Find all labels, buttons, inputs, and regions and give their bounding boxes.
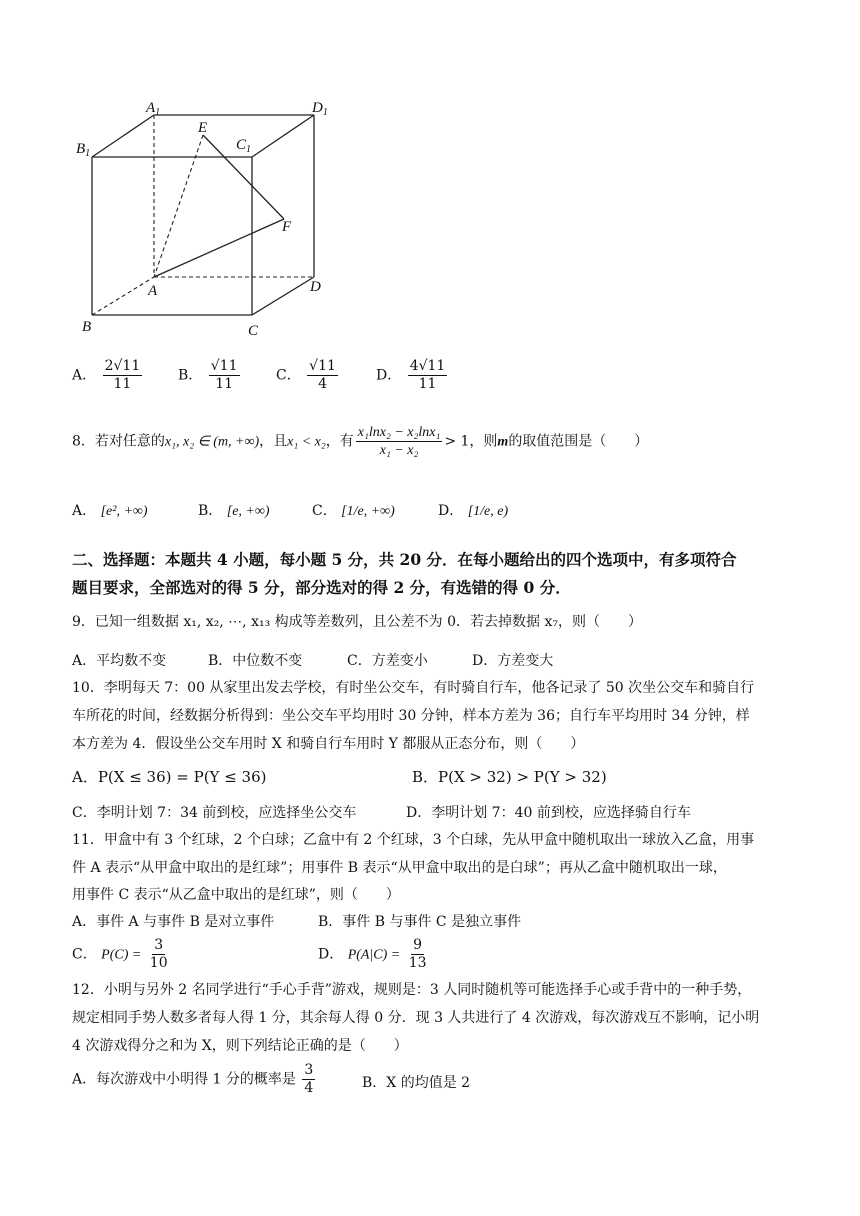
q11-stem-line3: 用事件 C 表示“从乙盒中取出的是红球”，则（ ）: [72, 887, 400, 903]
q8-option-c-label: C．: [312, 503, 337, 519]
edge-ba: [92, 277, 154, 315]
q12-stem-line3: 4 次游戏得分之和为 X，则下列结论正确的是（ ）: [72, 1038, 408, 1054]
q7-option-b-value: $\frac{√11}{11}$: [210, 358, 238, 392]
q11-option-d[interactable]: [318, 937, 431, 972]
section2-heading-line2: 题目要求，全部选对的得 5 分，部分选对的得 2 分，有选错的得 0 分．: [72, 578, 571, 597]
section2-heading-line1: 二、选择题：本题共 4 小题，每小题 5 分，共 20 分．在每小题给出的四个选项中，有多项符合: [72, 550, 737, 569]
q9-option-c[interactable]: C．方差变小: [347, 653, 428, 669]
q9-option-b[interactable]: B．中位数不变: [208, 653, 303, 669]
q10-option-a[interactable]: A．P(X ≤ 36) = P(Y ≤ 36): [72, 768, 267, 786]
q8-option-b[interactable]: [198, 500, 270, 520]
q11-option-c-label: C．: [72, 946, 97, 963]
q11-option-d-label: D．: [318, 946, 344, 963]
q8-option-a-label: A．: [72, 503, 97, 519]
label-b: B: [82, 319, 92, 335]
q7-option-a-value: $\frac{2√11}{11}$: [104, 358, 141, 392]
q12-option-a-value: $\frac{3}{4}$: [304, 1062, 314, 1096]
label-a: A: [148, 283, 158, 299]
q10-stem-line1: 10．李明每天 7：00 从家里出发去学校，有时坐公交车，有时骑自行车，他各记录了 50 次坐公交车和骑自行: [72, 680, 755, 696]
q10-option-c[interactable]: C．李明计划 7：34 前到校，应选择坐公交车: [72, 805, 357, 821]
q8-option-d-value: [1/e, e): [467, 504, 509, 519]
q12-stem-line2: 规定相同手势人数多者每人得 1 分，其余每人得 0 分．现 3 人共进行了 4 次游戏，每次游戏互不影响，记小明: [72, 1010, 760, 1026]
q7-option-b-label: B．: [178, 367, 203, 384]
cube-figure: [70, 95, 340, 345]
label-e: E: [198, 120, 208, 136]
label-c1: $C_1$: [236, 137, 252, 155]
q8-option-d[interactable]: [438, 500, 508, 520]
q8-option-a-value: [e², +∞): [100, 504, 148, 519]
q7-option-a-label: A．: [72, 367, 97, 384]
q11-option-c[interactable]: [72, 937, 172, 972]
q11-option-c-value: $\frac{3}{10}$: [149, 937, 168, 971]
q12-stem-line1: 12．小明与另外 2 名同学进行“手心手背”游戏，规则是：3 人同时随机等可能选择手心或手背中的一种手势，: [72, 982, 752, 998]
q8-option-c[interactable]: [312, 500, 395, 520]
q11-option-b[interactable]: B．事件 B 与事件 C 是独立事件: [318, 914, 522, 930]
q9-option-a[interactable]: A．平均数不变: [72, 653, 167, 669]
q11-option-a[interactable]: A．事件 A 与事件 B 是对立事件: [72, 914, 275, 930]
q8-option-a[interactable]: [72, 500, 148, 520]
q10-option-d[interactable]: D．李明计划 7：40 前到校，应选择骑自行车: [406, 805, 691, 821]
q10-stem-line2: 车所花的时间，经数据分析得到：坐公交车平均用时 30 分钟，样本方差为 36；自行车平均用时 34 分钟，样: [72, 708, 750, 724]
edge-ea: [154, 135, 203, 277]
q12-option-a-label: A．每次游戏中小明得 1 分的概率是: [72, 1071, 296, 1088]
q8-option-c-value: [1/e, +∞): [341, 504, 395, 519]
q10-stem-line3: 本方差为 4．假设坐公交车用时 X 和骑自行车用时 Y 都服从正态分布，则（ ）: [72, 736, 585, 752]
edge-c1d1: [252, 115, 314, 157]
q8-option-b-value: [e, +∞): [226, 504, 270, 519]
q9-stem: 9．已知一组数据 x₁, x₂, ⋯, x₁₃ 构成等差数列，且公差不为 0．若去掉数据 x₇，则（ ）: [72, 614, 642, 630]
edge-b1a1: [92, 115, 154, 157]
q8-option-d-label: D．: [438, 503, 464, 519]
edge-fa: [154, 219, 284, 277]
q8-stem: 8．若对任意的x₁, x₂ ∈ (m, +∞)，且x₁ < x₂，有 $\frac{\text{x₁lnx₂ − x₂lnx₁}}{\text{x₁ − x₂}}$ > 1，则m的取值范围是（ ）: [72, 425, 649, 458]
q7-option-c[interactable]: [276, 358, 340, 393]
q7-option-d-label: D．: [376, 367, 402, 384]
q11-option-d-value: $\frac{9}{13}$: [408, 937, 427, 971]
q11-option-d-expr: P(A|C) =: [347, 947, 401, 963]
label-a1: $A_1$: [146, 100, 161, 118]
q7-option-b[interactable]: [178, 358, 242, 393]
q11-stem-line1: 11．甲盒中有 3 个红球，2 个白球；乙盒中有 2 个红球，3 个白球，先从甲盒中随机取出一球放入乙盒，用事: [72, 832, 755, 848]
q9-option-d[interactable]: D．方差变大: [472, 653, 554, 669]
q12-option-a[interactable]: [72, 1062, 317, 1097]
edge-cd: [252, 277, 314, 315]
label-b1: $B_1$: [76, 141, 91, 159]
label-f: F: [282, 219, 292, 235]
label-c: C: [248, 323, 259, 339]
q12-option-b[interactable]: B．X 的均值是 2: [362, 1075, 471, 1091]
q7-option-c-label: C．: [276, 367, 301, 384]
q7-option-d-value: $\frac{4√11}{11}$: [409, 358, 446, 392]
q8-option-b-label: B．: [198, 503, 223, 519]
q11-stem-line2: 件 A 表示“从甲盒中取出的是红球”；用事件 B 表示“从甲盒中取出的是白球”；再从乙盒中随机取出一球，: [72, 860, 727, 876]
q7-option-a[interactable]: [72, 358, 144, 393]
label-d1: $D_1$: [312, 100, 328, 118]
q8-fraction: $\frac{\text{x₁lnx₂ − x₂lnx₁}}{\text{x₁ − x₂}}$: [357, 425, 441, 458]
q11-option-c-expr: P(C) =: [101, 947, 142, 963]
q7-option-c-value: $\frac{√11}{4}$: [309, 358, 336, 392]
q7-option-d[interactable]: [376, 358, 449, 393]
q10-option-b[interactable]: B．P(X > 32) > P(Y > 32): [412, 768, 607, 786]
label-d: D: [310, 279, 321, 295]
